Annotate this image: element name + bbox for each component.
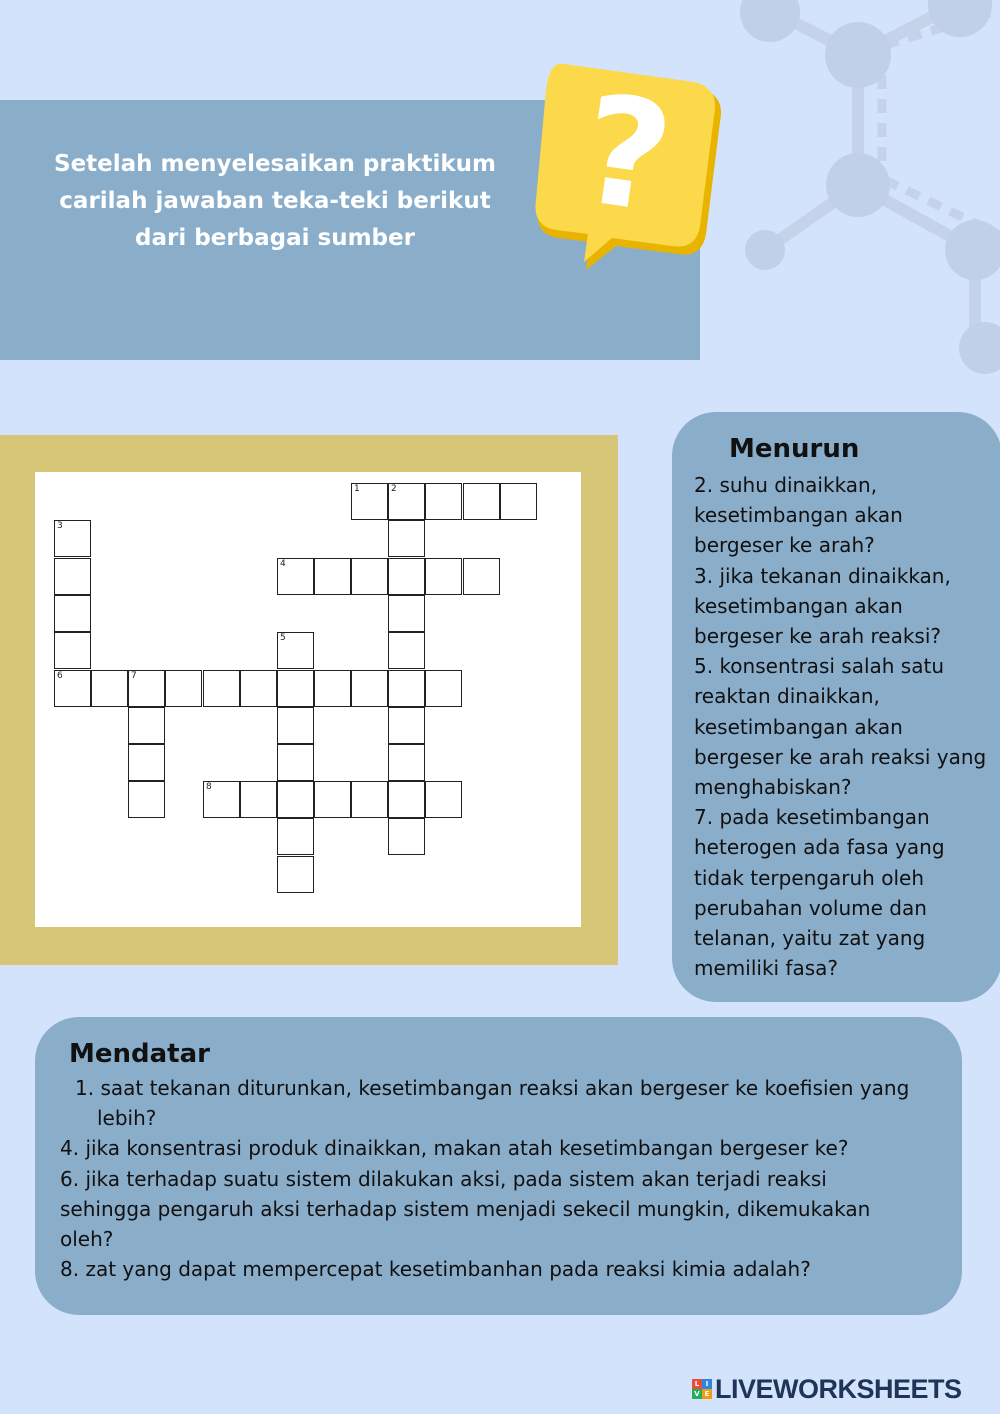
crossword-cell[interactable]	[388, 520, 425, 557]
clue-number: 3	[57, 521, 63, 531]
menurun-panel	[672, 412, 1000, 1002]
crossword-cell[interactable]	[388, 632, 425, 669]
crossword-cell[interactable]	[388, 707, 425, 744]
clue-number: 6	[57, 671, 63, 681]
logo-letter: L	[692, 1379, 702, 1389]
crossword-cell[interactable]	[240, 670, 277, 707]
crossword-cell[interactable]	[203, 781, 240, 818]
clue-number: 5	[280, 633, 286, 643]
menurun-title: Menurun	[729, 434, 860, 464]
menurun-clue: 5. konsentrasi salah satu reaktan dinaikkan, kesetimbangan akan bergeser ke arah reaksi yang menghabiskan?	[694, 654, 987, 800]
logo-letter: V	[692, 1389, 702, 1399]
crossword-cell[interactable]	[128, 707, 165, 744]
clue-number: 4	[280, 559, 286, 569]
mendatar-clue: 6. jika terhadap suatu sistem dilakukan aksi, pada sistem akan terjadi reaksi sehingga pengaruh aksi terhadap sistem menjadi sekecil mungkin, dikemukakan oleh?	[60, 1166, 871, 1252]
menurun-clue: 2. suhu dinaikkan, kesetimbangan akan bergeser ke arah?	[694, 473, 903, 558]
crossword-cell[interactable]	[314, 670, 351, 707]
crossword-cell[interactable]	[277, 781, 314, 818]
crossword-cell[interactable]	[91, 670, 128, 707]
menurun-clue: 3. jika tekanan dinaikkan, kesetimbangan akan bergeser ke arah reaksi?	[694, 563, 951, 649]
clue-number: 7	[131, 671, 137, 681]
brand-name: LIVEWORKSHEETS	[715, 1373, 962, 1404]
crossword-cell[interactable]	[388, 744, 425, 781]
clue-number: 8	[206, 782, 212, 792]
crossword-cell[interactable]	[277, 856, 314, 893]
brand-footer[interactable]	[692, 1372, 962, 1406]
crossword-cell[interactable]	[351, 670, 388, 707]
crossword-cell[interactable]	[388, 595, 425, 632]
crossword-cell[interactable]	[351, 558, 388, 595]
mendatar-panel	[35, 1017, 962, 1315]
crossword-cell[interactable]	[388, 670, 425, 707]
brand-logo-icon	[692, 1379, 712, 1399]
crossword-cell[interactable]	[277, 632, 314, 669]
menurun-clue-list	[694, 470, 994, 983]
question-bubble-icon	[528, 58, 733, 273]
crossword-cell[interactable]	[463, 483, 500, 520]
crossword-cell[interactable]	[463, 558, 500, 595]
mendatar-clue: 8. zat yang dapat mempercepat kesetimbanhan pada reaksi kimia adalah?	[60, 1257, 811, 1282]
mendatar-clue: 1. saat tekanan diturunkan, kesetimbangan reaksi akan bergeser ke koefisien yang lebih?	[75, 1076, 910, 1131]
crossword-cell[interactable]	[388, 781, 425, 818]
instruction-text: Setelah menyelesaikan praktikum carilah jawaban teka-teki berikut dari berbagai sumber	[54, 151, 496, 251]
crossword-cell[interactable]	[165, 670, 202, 707]
clue-number: 1	[354, 484, 360, 494]
clue-number: 2	[391, 484, 397, 494]
crossword-cell[interactable]	[277, 818, 314, 855]
crossword-cell[interactable]	[388, 818, 425, 855]
crossword-cell[interactable]	[128, 744, 165, 781]
logo-letter: I	[702, 1379, 712, 1389]
mendatar-clue: 4. jika konsentrasi produk dinaikkan, makan atah kesetimbangan bergeser ke?	[60, 1136, 849, 1161]
crossword-cell[interactable]	[54, 595, 91, 632]
crossword-cell[interactable]	[351, 483, 388, 520]
crossword-cell[interactable]	[425, 483, 462, 520]
crossword-cell[interactable]	[314, 781, 351, 818]
mendatar-title: Mendatar	[69, 1039, 210, 1069]
crossword-cell[interactable]	[425, 781, 462, 818]
crossword-cell[interactable]	[54, 632, 91, 669]
crossword-cell[interactable]	[388, 483, 425, 520]
crossword-cell[interactable]	[314, 558, 351, 595]
crossword-cell[interactable]	[351, 781, 388, 818]
crossword-cell[interactable]	[500, 483, 537, 520]
crossword-cell[interactable]	[277, 670, 314, 707]
crossword-cell[interactable]	[425, 558, 462, 595]
mendatar-clue-list	[60, 1073, 910, 1284]
crossword-cell[interactable]	[128, 670, 165, 707]
svg-text:?: ?	[571, 62, 682, 248]
crossword-cell[interactable]	[54, 520, 91, 557]
crossword-grid	[35, 472, 581, 927]
crossword-cell[interactable]	[54, 558, 91, 595]
crossword-cell[interactable]	[240, 781, 277, 818]
menurun-clue: 7. pada kesetimbangan heterogen ada fasa yang tidak terpengaruh oleh perubahan volume dan telanan, yaitu zat yang memiliki fasa?	[694, 805, 945, 981]
crossword-cell[interactable]	[203, 670, 240, 707]
crossword-cell[interactable]	[425, 670, 462, 707]
crossword-cell[interactable]	[54, 670, 91, 707]
logo-letter: E	[702, 1389, 712, 1399]
crossword-cell[interactable]	[277, 558, 314, 595]
crossword-cell[interactable]	[277, 744, 314, 781]
crossword-cell[interactable]	[388, 558, 425, 595]
crossword-cell[interactable]	[128, 781, 165, 818]
crossword-cell[interactable]	[277, 707, 314, 744]
